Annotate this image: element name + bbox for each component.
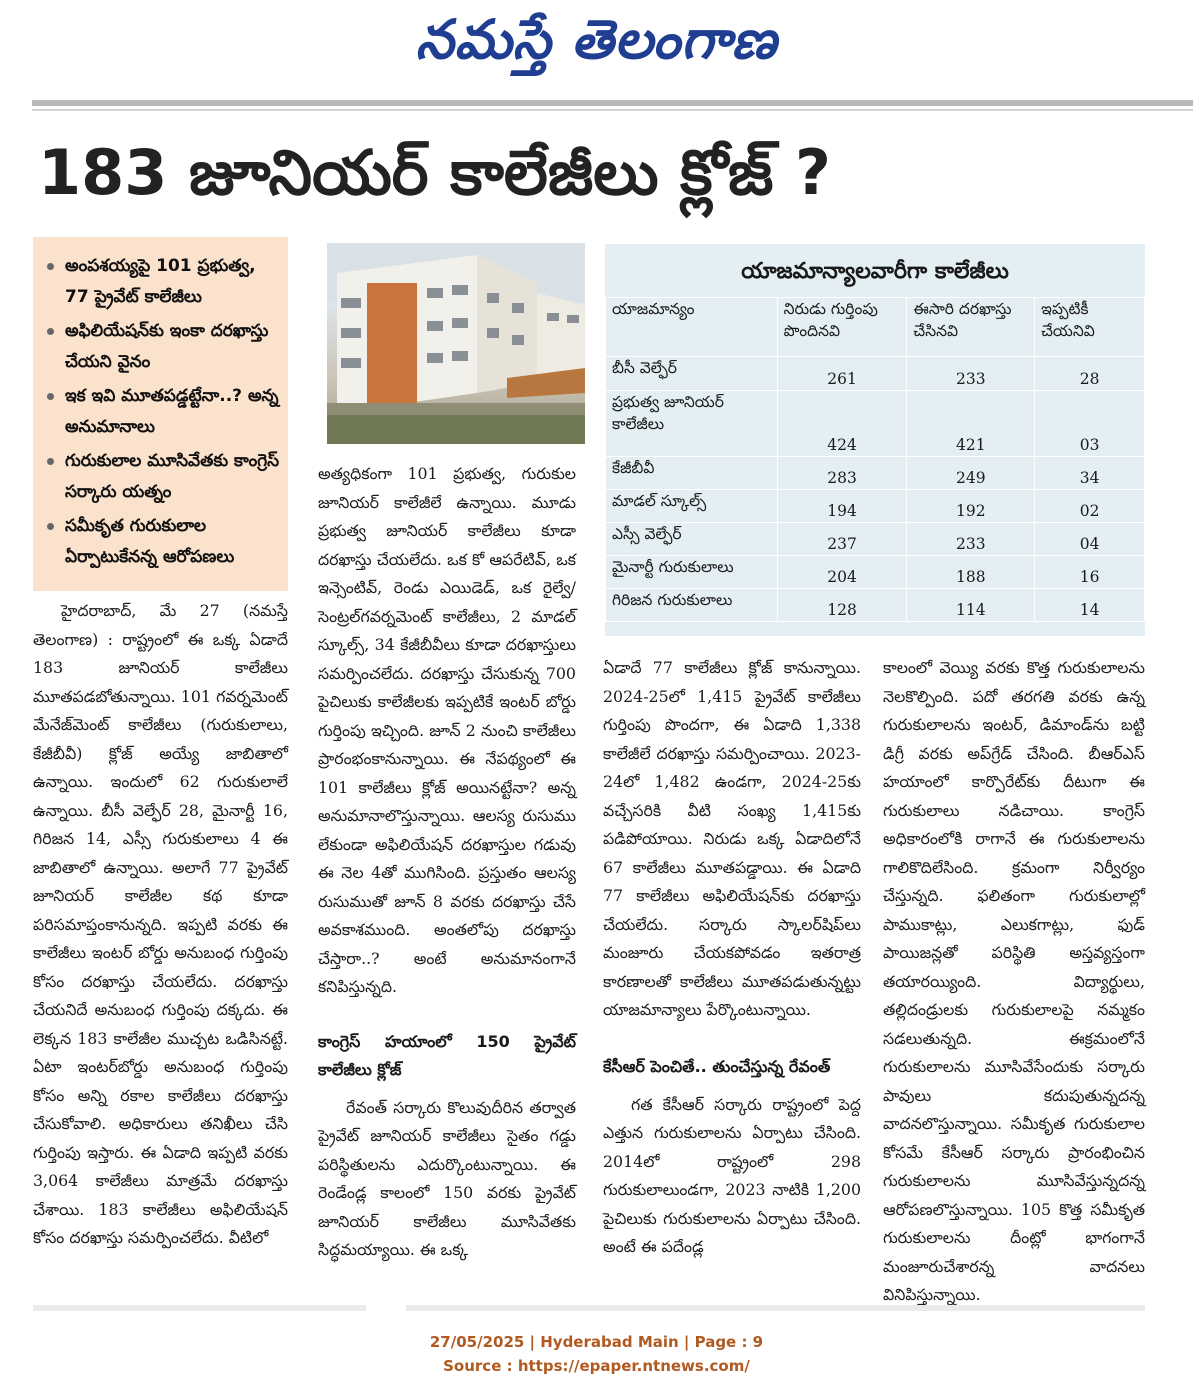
footer-source-link[interactable]: Source : https://epaper.ntnews.com/ [443,1357,750,1375]
table-cell: 204 [777,556,907,589]
article-column-1 [33,597,288,1253]
table-row [606,589,1145,622]
table-header: ఇప్పటికీ చేయనివి [1035,298,1145,357]
masthead-divider-thin [32,109,1193,111]
table-cell: 14 [1035,589,1145,622]
table-cell: 02 [1035,490,1145,523]
masthead-logo: నమస్తే తెలంగాణ [415,8,778,71]
ownership-table [605,297,1145,622]
table-cell: కేజీబీవీ [606,457,778,490]
page-footer [0,1330,1193,1378]
column-2-text-a: అత్యధికంగా 101 ప్రభుత్వ, గురుకుల జూనియర్ కాలేజీలే ఉన్నాయి. మూడు ప్రభుత్వ జూనియర్ కాలేజీలు కూడా దరఖాస్తు చేయలేదు. ఒక కో ఆపరేటివ్, ఒక ఇన్సెంటివ్, రెండు ఎయిడెడ్, ఒక రైల్వే/సెంట్రల్‌గవర్నమెంట్ కాలేజీలు, 2 మాడల్ స్కూల్స్, 34 కేజీబీవీలు కూడా దరఖాస్తులు సమర్పించలేదు. దరఖాస్తు చేసుకున్న 700 పైచిలుకు కాలేజీలకు ఇప్పటికే ఇంటర్ బోర్డు గుర్తింపు ఇచ్చింది. జూన్ 2 నుంచి కాలేజీలు ప్రారంభంకానున్నాయి. ఈ నేపథ్యంలో ఈ 101 కాలేజీలు క్లోజ్ అయినట్టేనా? అన్న అనుమానాలొస్తున్నాయి. ఆలస్య రుసుము లేకుండా అఫిలియేషన్ దరఖాస్తుల గడువు ఈ నెల 4తో ముగిసింది. ప్రస్తుతం ఆలస్య రుసుముతో జూన్ 8 వరకు దరఖాస్తు చేసే అవకాశముంది. అంతలోపు దరఖాస్తు చేస్తారా..? అంటే అనుమానంగానే కనిపిస్తున్నది. [318,464,576,996]
table-cell: 233 [907,357,1035,391]
table-cell: ప్రభుత్వ జూనియర్ కాలేజీలు [606,391,778,457]
table-cell: 424 [777,391,907,457]
table-row [606,357,1145,391]
table-row [606,490,1145,523]
bottom-rule-left [33,1305,366,1311]
table-cell: 421 [907,391,1035,457]
summary-bullet: అఫిలియేషన్‌కు ఇంకా దరఖాస్తు చేయని వైనం [45,316,280,378]
table-cell: 114 [907,589,1035,622]
table-cell: 28 [1035,357,1145,391]
table-cell: 194 [777,490,907,523]
table-cell: గిరిజన గురుకులాలు [606,589,778,622]
table-cell: మాడల్ స్కూల్స్ [606,490,778,523]
table-cell: మైనార్టీ గురుకులాలు [606,556,778,589]
college-building-photo [327,243,585,444]
column-3-text-a: ఏడాదే 77 కాలేజీలు క్లోజ్ కానున్నాయి. 2024-25లో 1,415 ప్రైవేట్ కాలేజీలు గుర్తింపు పొందగా, ఈ ఏడాది 1,338 కాలేజీలే దరఖాస్తు సమర్పించాయి. 2023-24లో 1,482 ఉండగా, 2024-25కు వచ్చేసరికి వీటి సంఖ్య 1,415కు పడిపోయాయి. నిరుడు ఒక్క ఏడాదిలోనే 67 కాలేజీలు మూతపడ్డాయి. ఈ ఏడాది 77 కాలేజీలు అఫిలియేషన్‌కు దరఖాస్తు చేయలేదు. సర్కారు స్కాలర్‌షిప్‌లు మంజూరు చేయకపోవడం ఇతరాత్ర కారణాలతో కాలేజీలు మూతపడుతున్నట్టు యాజమాన్యాలు పేర్కొంటున్నాయి. [603,658,861,1019]
table-row [606,556,1145,589]
column-4-text: కాలంలో వెయ్యి వరకు కొత్త గురుకులాలను నెలకొల్పింది. పదో తరగతి వరకు ఉన్న గురుకులాలను ఇంటర్, డిమాండ్‌ను బట్టి డిగ్రీ వరకు అప్‌గ్రేడ్ చేసింది. బీఆర్‌ఎస్ హయాంలో కార్పొరేట్‌కు దీటుగా ఈ గురుకులాలు నడిచాయి. కాంగ్రెస్ అధికారంలోకి రాగానే ఈ గురుకులాలను గాలికొదిలేసింది. క్రమంగా నిర్వీర్యం చేస్తున్నది. ఫలితంగా గురుకులాల్లో పాముకాట్లు, ఎలుకగాట్లు, ఫుడ్ పాయిజన్లతో పరిస్థితి అస్తవ్యస్తంగా తయారయ్యింది. విద్యార్థులు, తల్లిదండ్రులకు గురుకులాలపై నమ్మకం సడలుతున్నది. ఈక్రమంలోనే గురుకులాలను మూసివేసేందుకు సర్కారు పావులు కదుపుతున్నదన్న వాదనలొస్తున్నాయి. సమీకృత గురుకులాల కోసమే కేసీఆర్ సర్కారు ప్రారంభించిన గురుకులాలను మూసివేస్తున్నదన్న ఆరోపణలొస్తున్నాయి. 105 కొత్త సమీకృత గురుకులాలను దీంట్లో భాగంగానే మంజూరుచేశారన్న వాదనలు వినిపిస్తున్నాయి. [883,658,1145,1304]
summary-bullet: అంపశయ్యపై 101 ప్రభుత్వ, 77 ప్రైవేట్ కాలేజీలు [45,251,280,313]
article-headline: 183 జూనియర్ కాలేజీలు క్లోజ్ ? [38,136,831,209]
column-2-subheading: కాంగ్రెస్ హయాంలో 150 ప్రైవేట్ కాలేజీలు క్లోజ్ [318,1031,576,1079]
college-building-image [327,243,585,444]
footer-date-edition: 27/05/2025 | Hyderabad Main | Page : 9 [429,1333,764,1351]
table-title: యాజమాన్యాలవారీగా కాలేజీలు [741,259,1009,284]
table-cell: 237 [777,523,907,556]
bottom-rule-right [406,1305,1145,1311]
table-cell: 03 [1035,391,1145,457]
table-cell: 16 [1035,556,1145,589]
table-cell: 188 [907,556,1035,589]
table-row [606,391,1145,457]
table-header: నిరుడు గుర్తింపు పొందినవి [777,298,907,357]
table-cell: 233 [907,523,1035,556]
table-cell: 261 [777,357,907,391]
table-cell: 34 [1035,457,1145,490]
table-header: యాజమాన్యం [606,298,778,357]
masthead-divider [32,100,1193,106]
table-cell: 04 [1035,523,1145,556]
column-3-subheading: కేసీఆర్ పెంచితే.. తుంచేస్తున్న రేవంత్ [603,1056,831,1076]
table-header-row [606,298,1145,357]
table-cell: ఎస్సీ వెల్ఫేర్ [606,523,778,556]
article-column-4 [883,654,1145,1310]
table-cell: బీసీ వెల్ఫేర్ [606,357,778,391]
summary-bullet: సమీకృత గురుకులాల ఏర్పాటుకేనన్న ఆరోపణలు [45,511,280,573]
ownership-table-box [605,244,1145,636]
summary-bullet: గురుకులాల మూసివేతకు కాంగ్రెస్ సర్కారు యత్నం [45,446,280,508]
table-cell: 283 [777,457,907,490]
article-column-3 [603,654,861,1262]
column-3-text-b: గత కేసీఆర్ సర్కారు రాష్ట్రంలో పెద్ద ఎత్తున గురుకులాలను ఏర్పాటు చేసింది. 2014లో రాష్ట్రంలో 298 గురుకులాలుండగా, 2023 నాటికి 1,200 పైచిలుకు గురుకులాలను ఏర్పాటు చేసింది. అంటే ఈ పదేండ్ల [603,1094,861,1256]
column-1-text: హైదరాబాద్, మే 27 (నమస్తే తెలంగాణ) : రాష్ట్రంలో ఈ ఒక్క ఏడాదే 183 జూనియర్ కాలేజీలు మూతపడబోతున్నాయి. 101 గవర్నమెంట్ మేనేజ్‌మెంట్ కాలేజీలు (గురుకులాలు, కేజీబీవీ) క్లోజ్ అయ్యే జాబితాలో ఉన్నాయి. ఇందులో 62 గురుకులాలే ఉన్నాయి. బీసీ వెల్ఫేర్ 28, మైనార్టీ 16, గిరిజన 14, ఎస్సీ గురుకులాలు 4 ఈ జాబితాలో ఉన్నాయి. అలాగే 77 ప్రైవేట్ జూనియర్ కాలేజీల కథ కూడా పరిసమాప్తంకానున్నది. ఇప్పటి వరకు ఈ కాలేజీలు ఇంటర్ బోర్డు అనుబంధ గుర్తింపు కోసం దరఖాస్తు చేయలేదు. దరఖాస్తు చేయనిదే అనుబంధ గుర్తింపు దక్కదు. ఈ లెక్కన 183 కాలేజీల ముచ్చట ఒడిసినట్టే. ఏటా ఇంటర్‌బోర్డు అనుబంధ గుర్తింపు కోసం అన్ని రకాల కాలేజీలు దరఖాస్తు చేసుకోవాలి. అధికారులు తనిఖీలు చేసి గుర్తింపు ఇస్తారు. ఈ ఏడాది ఇప్పటి వరకు 3,064 కాలేజీలు మాత్రమే దరఖాస్తు చేశాయి. 183 కాలేజీలు అఫిలియేషన్ కోసం దరఖాస్తు సమర్పించలేదు. వీటిలో [33,601,288,1247]
article-column-2 [318,460,576,1265]
table-cell: 249 [907,457,1035,490]
table-header: ఈసారి దరఖాస్తు చేసినవి [907,298,1035,357]
table-row [606,457,1145,490]
table-row [606,523,1145,556]
summary-bullet: ఇక ఇవి మూతపడ్డట్టేనా..? అన్న అనుమానాలు [45,381,280,443]
column-2-text-b: రేవంత్ సర్కారు కొలువుదీరిన తర్వాత ప్రైవేట్ జూనియర్ కాలేజీలు సైతం గడ్డు పరిస్థితులను ఎదుర్కొంటున్నాయి. ఈ రెండేండ్ల కాలంలో 150 వరకు ప్రైవేట్ జూనియర్ కాలేజీలు మూసివేతకు సిద్ధమయ్యాయి. ఈ ఒక్క [318,1097,576,1259]
summary-bullets-box [33,237,288,591]
table-cell: 128 [777,589,907,622]
table-cell: 192 [907,490,1035,523]
